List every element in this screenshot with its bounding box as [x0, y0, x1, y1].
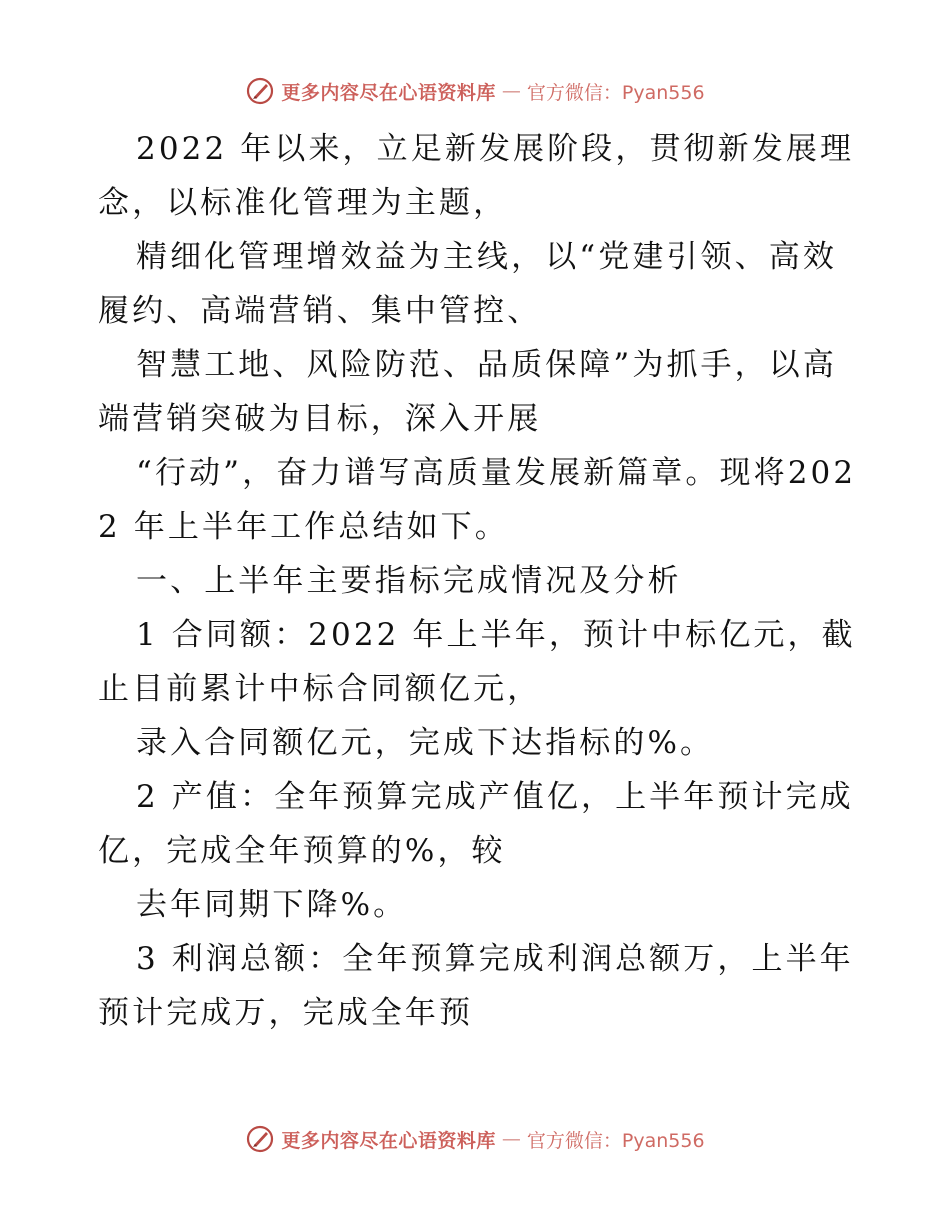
section-heading-1: 一、上半年主要指标完成情况及分析: [136, 563, 682, 599]
paragraph-profit: 3 利润总额：全年预算完成利润总额万，上半年预计完成万，完成全年预: [98, 941, 854, 1031]
paragraph-mainline: 精细化管理增效益为主线，以“党建引领、高效履约、高端营销、集中管控、: [98, 239, 837, 329]
watermark-contact: 官方微信：Pyan556: [526, 81, 705, 104]
quill-logo-icon: [245, 76, 275, 106]
watermark-brand: 更多内容尽在心语资料库: [281, 1129, 496, 1152]
watermark-dash: —: [501, 80, 521, 102]
header-watermark: [0, 76, 950, 106]
watermark-contact: 官方微信：Pyan556: [526, 1129, 705, 1152]
footer-watermark: [0, 1124, 950, 1154]
paragraph-contract: 1 合同额：2022 年上半年，预计中标亿元，截止目前累计中标合同额亿元，: [98, 617, 856, 707]
paragraph-focus: 智慧工地、风险防范、品质保障”为抓手，以高端营销突破为目标，深入开展: [98, 347, 837, 437]
paragraph-intro: 2022 年以来，立足新发展阶段，贯彻新发展理念，以标准化管理为主题，: [98, 131, 855, 221]
paragraph-contract-cont: 录入合同额亿元，完成下达指标的%。: [136, 725, 715, 761]
paragraph-output-cont: 去年同期下降%。: [136, 887, 408, 923]
paragraph-action: “行动”，奋力谱写高质量发展新篇章。现将2022 年上半年工作总结如下。: [98, 455, 857, 545]
quill-logo-icon: [245, 1124, 275, 1154]
watermark-brand: 更多内容尽在心语资料库: [281, 81, 496, 104]
watermark-dash: —: [501, 1128, 521, 1150]
paragraph-output: 2 产值：全年预算完成产值亿，上半年预计完成亿，完成全年预算的%，较: [98, 779, 854, 869]
document-body: [98, 122, 860, 1040]
